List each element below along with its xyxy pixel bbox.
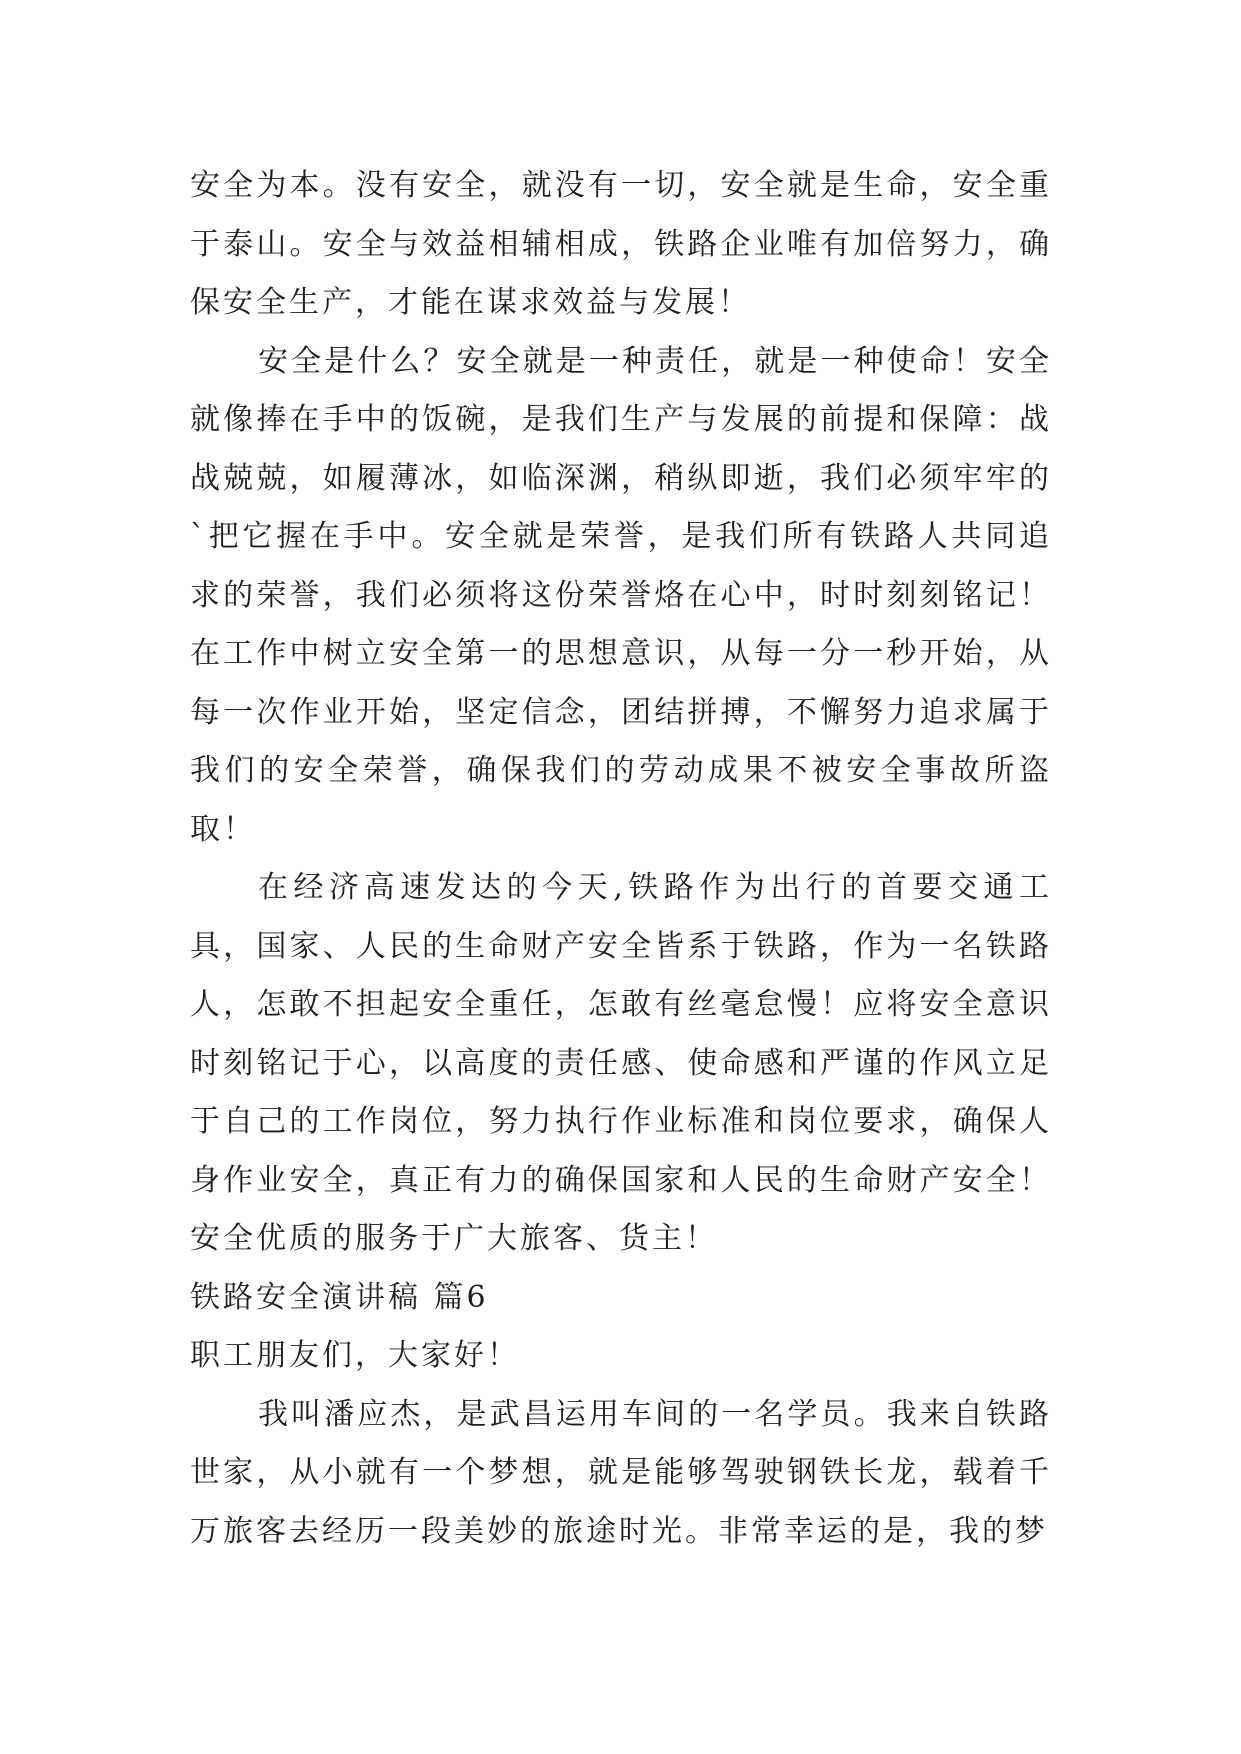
document-body — [190, 157, 1052, 1561]
paragraph-safety-foundation: 安全为本。没有安全，就没有一切，安全就是生命，安全重于泰山。安全与效益相辅相成，铁路企业唯有加倍努力，确保安全生产，才能在谋求效益与发展！ — [190, 168, 1052, 320]
paragraph-railway-responsibility: 在经济高速发达的今天,铁路作为出行的首要交通工具，国家、人民的生命财产安全皆系于铁路，作为一名铁路人，怎敢不担起安全重任，怎敢有丝毫怠慢！应将安全意识时刻铭记于心，以高度的责任感、使命感和严谨的作风立足于自己的工作岗位，努力执行作业标准和岗位要求，确保人身作业安全，真正有力的确保国家和人民的生命财产安全！安全优质的服务于广大旅客、货主！ — [190, 870, 1052, 1256]
section-title: 铁路安全演讲稿 篇6 — [190, 1279, 489, 1315]
paragraph-self-introduction: 我叫潘应杰，是武昌运用车间的一名学员。我来自铁路世家，从小就有一个梦想，就是能够驾驶钢铁长龙，载着千万旅客去经历一段美妙的旅途时光。非常幸运的是，我的梦 — [190, 1396, 1052, 1549]
paragraph-what-is-safety: 安全是什么？安全就是一种责任，就是一种使命！安全就像捧在手中的饭碗，是我们生产与发展的前提和保障：战战兢兢，如履薄冰，如临深渊，稍纵即逝，我们必须牢牢的`把它握在手中。安全就是荣誉，是我们所有铁路人共同追求的荣誉，我们必须将这份荣誉烙在心中，时时刻刻铭记！在工作中树立安全第一的思想意识，从每一分一秒开始，从每一次作业开始，坚定信念，团结拼搏，不懈努力追求属于我们的安全荣誉，确保我们的劳动成果不被安全事故所盗取！ — [190, 343, 1052, 847]
greeting-line: 职工朋友们，大家好！ — [190, 1338, 520, 1373]
